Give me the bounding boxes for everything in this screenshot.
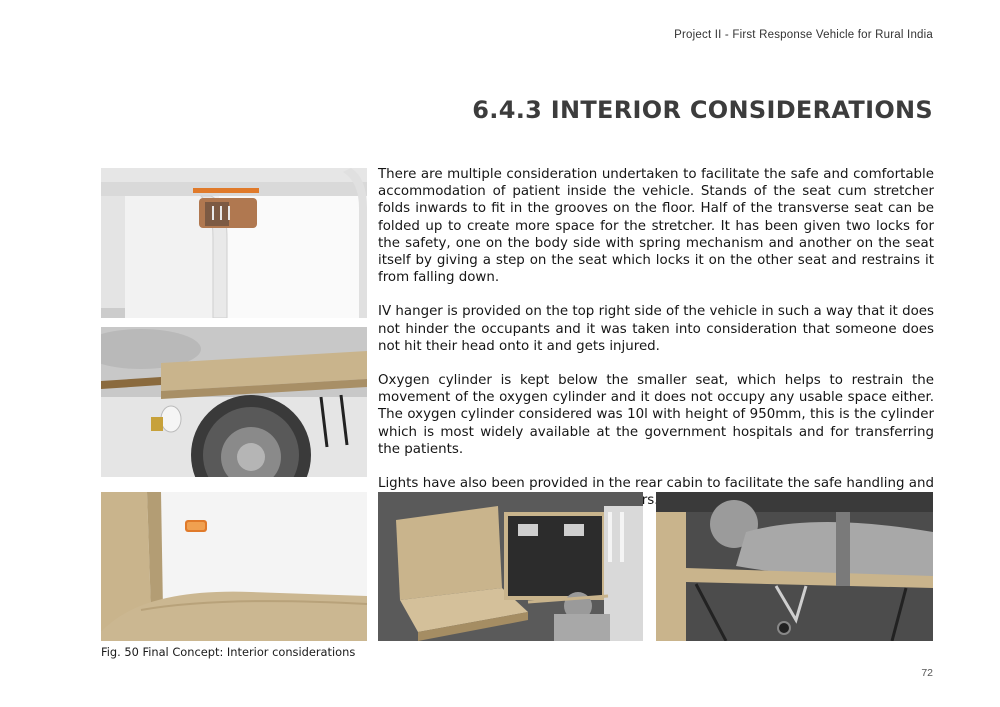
photo-folding-seat	[378, 492, 643, 641]
photo-iv-hanger	[101, 168, 367, 318]
photo-stretcher-wheel	[101, 327, 367, 477]
figure-caption: Fig. 50 Final Concept: Interior considerations	[101, 645, 356, 659]
photo-seat-light	[101, 492, 367, 641]
paragraph-lights: Lights have also been provided in the rear cabin to facilitate the safe handling and	[378, 476, 934, 492]
paragraph-stretcher: There are multiple consideration undertaken to facilitate the safe and comfortable accommodation of patient inside the vehicle. Stands of the seat cum stretcher folds inwards to fit in the grooves on the floor. Half of the transverse seat can be folded up to create more space for the stretcher. It has been given two locks for the safety, one on the body side with spring mechanism and another on the seat itself by giving a step on the seat which locks it on the other seat and restrains it from falling down.	[378, 167, 934, 286]
section-title: 6.4.3 INTERIOR CONSIDERATIONS	[472, 96, 933, 124]
body-text	[378, 166, 934, 526]
photo-patient-stretcher	[656, 492, 933, 641]
paragraph-iv-hanger: IV hanger is provided on the top right side of the vehicle in such a way that it does not hinder the occupants and it was taken into consideration that someone does not hit their head onto it and gets injured.	[378, 304, 934, 354]
paragraph-oxygen: Oxygen cylinder is kept below the smaller seat, which helps to restrain the movement of the oxygen cylinder and it does not occupy any usable space either. The oxygen cylinder considered was 10l with height of 950mm, this is the cylinder which is most widely available at the government hospitals and for transferring the patients.	[378, 373, 934, 457]
project-header: Project II - First Response Vehicle for Rural India	[674, 29, 933, 41]
page-number: 72	[921, 667, 933, 679]
